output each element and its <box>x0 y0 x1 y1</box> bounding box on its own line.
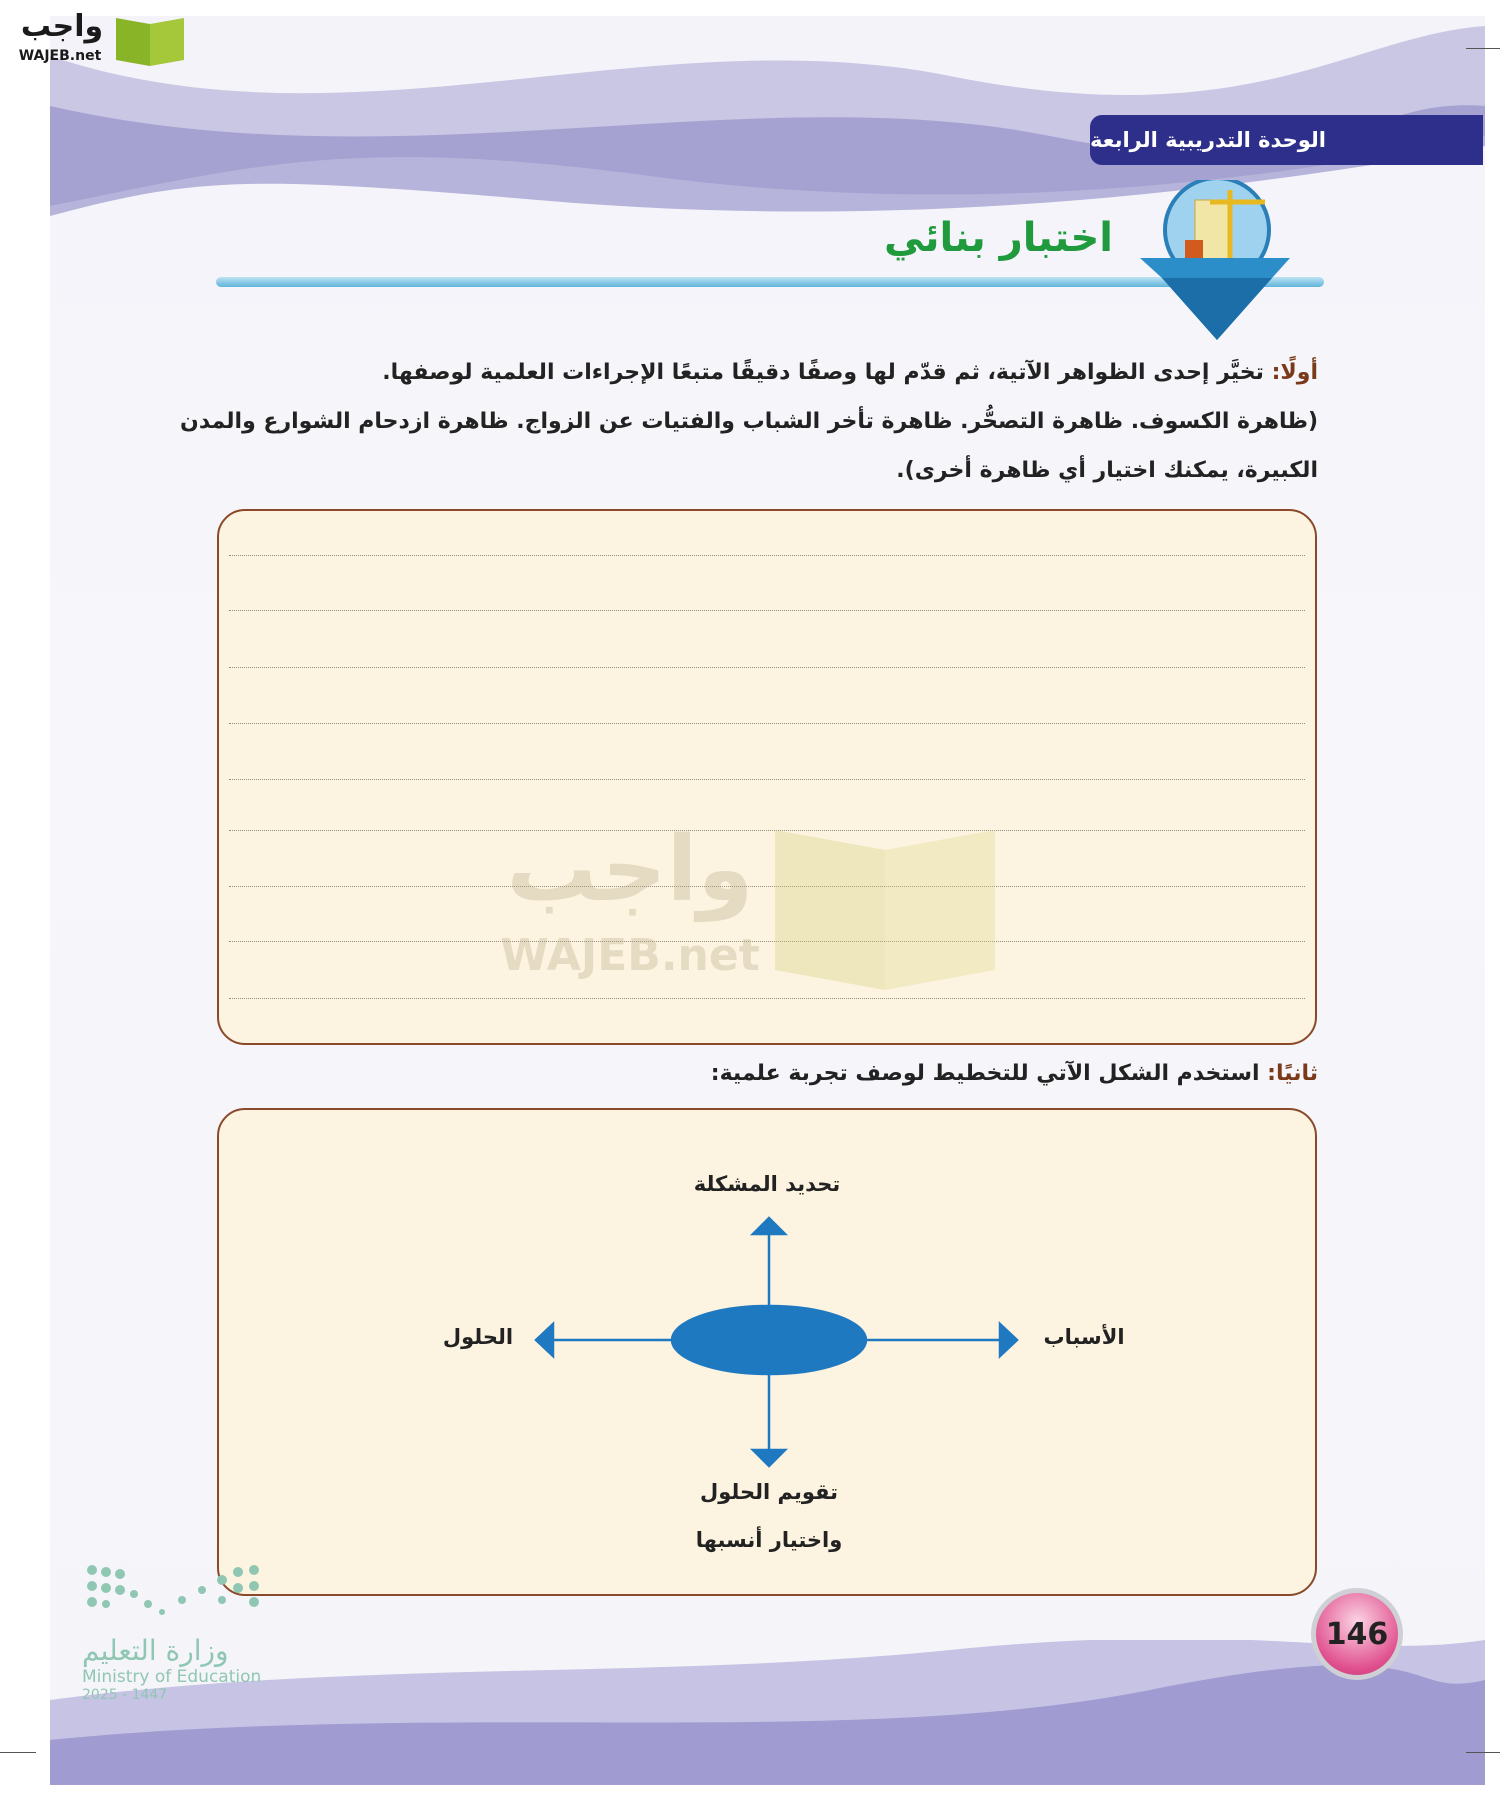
wajeb-watermark <box>500 810 1000 1000</box>
crop-mark <box>1466 1752 1500 1753</box>
question-1-line-3: الكبيرة، يمكنك اختيار أي ظاهرة أخرى). <box>896 458 1318 483</box>
page-title: اختبار بنائي <box>883 215 1113 261</box>
question-1-text: تخيَّر إحدى الظواهر الآتية، ثم قدّم لها وصفًا دقيقًا متبعًا الإجراءات العلمية لوصفها. <box>382 360 1264 385</box>
writing-line <box>229 555 1305 556</box>
ministry-name-en: Ministry of Education <box>82 1667 262 1687</box>
question-1-label: أولًا: <box>1271 360 1318 385</box>
unit-banner: الوحدة التدريبية الرابعة <box>1090 115 1483 165</box>
svg-text:واجب: واجب <box>20 9 104 44</box>
label-causes: الأسباب <box>1043 1325 1125 1349</box>
writing-line <box>229 723 1305 724</box>
construction-icon <box>1140 180 1300 350</box>
svg-text:واجب: واجب <box>506 817 754 922</box>
question-2-text: استخدم الشكل الآتي للتخطيط لوصف تجربة علمية: <box>710 1061 1260 1086</box>
question-1-line-2: (ظاهرة الكسوف. ظاهرة التصحُّر. ظاهرة تأخر الشباب والفتيات عن الزواج. ظاهرة ازدحام الشوارع والمدن <box>180 409 1318 434</box>
label-choose-best: واختيار أنسبها <box>695 1528 843 1552</box>
crop-mark <box>1466 48 1500 49</box>
crop-mark <box>0 1752 36 1753</box>
wajeb-logo <box>8 4 190 68</box>
question-2-label: ثانيًا: <box>1267 1061 1318 1086</box>
svg-text:WAJEB.net: WAJEB.net <box>500 930 760 981</box>
writing-line <box>229 667 1305 668</box>
edition-year: 2025 - 1447 <box>82 1687 168 1703</box>
question-1-line-1 <box>382 360 1318 385</box>
label-solutions: الحلول <box>442 1325 514 1349</box>
question-2 <box>711 1061 1318 1086</box>
svg-text:WAJEB.net: WAJEB.net <box>18 48 102 64</box>
writing-line <box>229 779 1305 780</box>
label-define-problem: تحديد المشكلة <box>693 1172 841 1196</box>
ministry-dots-icon <box>82 1560 272 1630</box>
ministry-logo <box>82 1560 272 1703</box>
writing-line <box>229 610 1305 611</box>
ministry-name-ar: وزارة التعليم <box>82 1634 229 1667</box>
page-number: 146 <box>1311 1588 1403 1680</box>
label-evaluate-solutions: تقويم الحلول <box>699 1480 839 1504</box>
